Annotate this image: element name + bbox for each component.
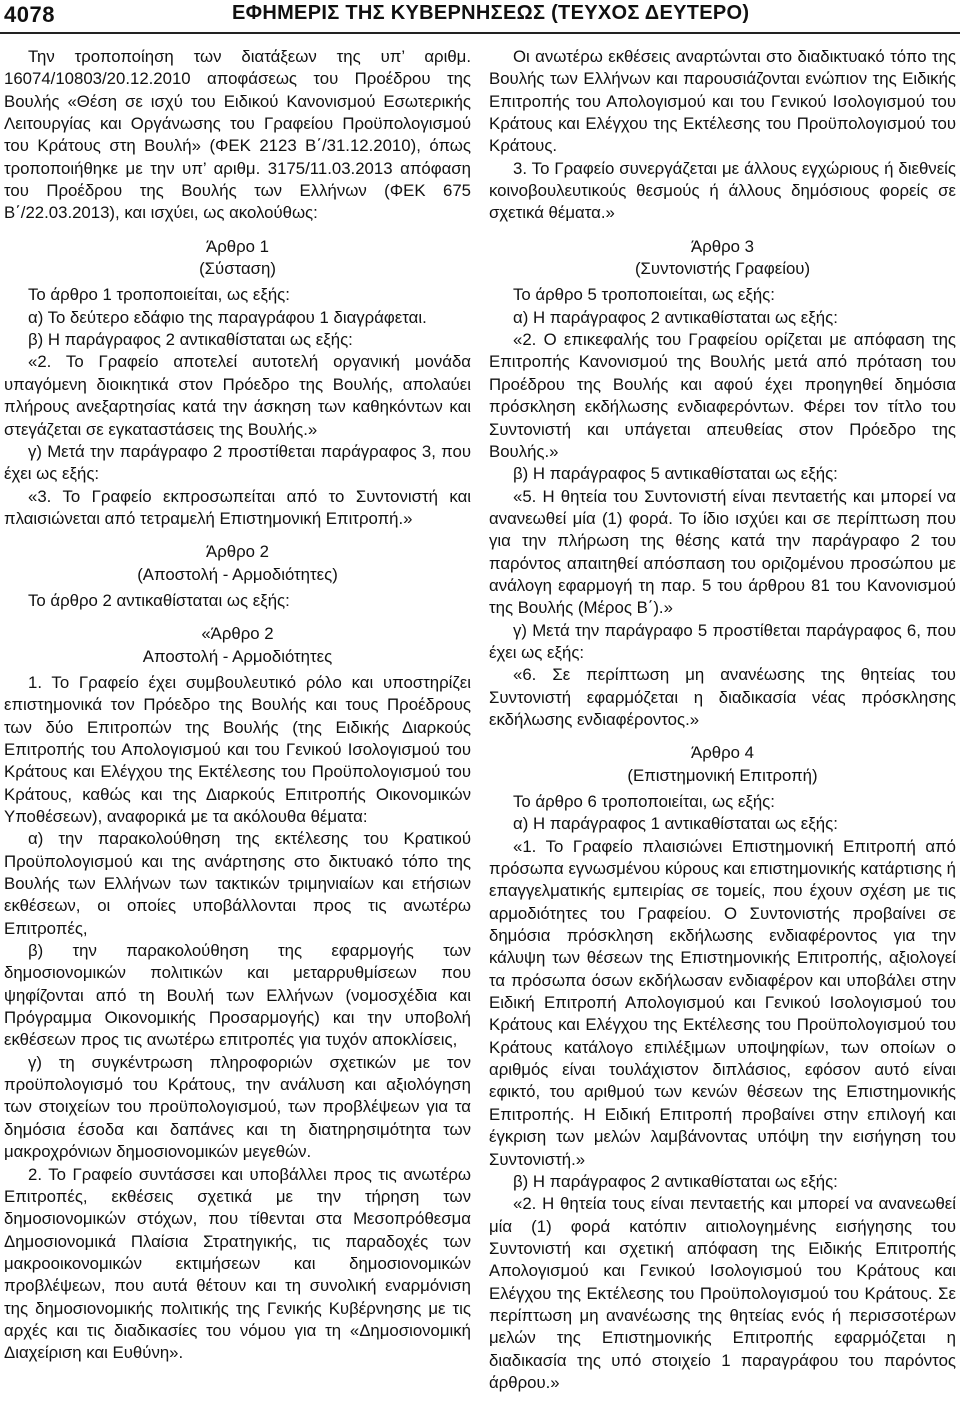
article-3-paragraph: «5. Η θητεία του Συντονιστή είναι πενταετής και μπορεί να ανανεωθεί μία (1) φορά. Το ίδιο ισχύει και σε περίπτωση που για την πλήρωση της θέσης κατά την παράγραφο 2 του παρόντος απαιτηθεί απόσπαση του οριζομένου προσώπου με ανάλογη εφαρμογή τη παρ. 5 του άρθρου 81 του Κανονισμού της Βουλής (Μέρος Β΄).»	[489, 486, 956, 618]
article-2-paragraph: Το άρθρο 2 αντικαθίσταται ως εξής:	[28, 590, 290, 610]
left-column	[4, 46, 471, 1365]
article-3-subtitle: (Συντονιστής Γραφείου)	[634, 259, 811, 279]
article-4-paragraph: Το άρθρο 6 τροποποιείται, ως εξής:	[513, 792, 775, 811]
article-3-paragraph: «2. Ο επικεφαλής του Γραφείου ορίζεται με απόφαση της Επιτροπής Κανονισμού της Βουλής μετά από πρόταση του Προέδρου της Βουλής και αφού έχει προηγηθεί δημόσια πρόσκληση εκδήλωσης ενδιαφερόντων. Φέρει τον τίτλο του Συντονιστή και υπάγεται απευθείας στον Πρόεδρο της Βουλής.»	[489, 330, 956, 461]
article-1-paragraph: α) Το δεύτερο εδάφιο της παραγράφου 1 διαγράφεται.	[28, 307, 427, 327]
article-1-paragraph: «3. Το Γραφείο εκπροσωπείται από το Συντονιστή και πλαισιώνεται από τετραμελή Επιστημονική Επιτροπή.»	[4, 486, 471, 528]
article-4-subtitle: (Επιστημονική Επιτροπή)	[627, 765, 818, 785]
article-2-quoted-title: «Άρθρο 2	[201, 624, 274, 644]
article-1-paragraph: «2. Το Γραφείο αποτελεί αυτοτελή οργανική μονάδα υπαγόμενη διοικητικά στον Πρόεδρο της Βουλής, απολαύει πλήρους ανεξαρτησίας κατά την άσκηση των καθηκόντων και στεγάζεται σε εγκαταστάσεις της Βουλής.»	[4, 352, 471, 439]
article-4-paragraph: «1. Το Γραφείο πλαισιώνει Επιστημονική Επιτροπή από πρόσωπα εγνωσμένου κύρους και επιστημονικής κατάρτισης ή επαγγελματικής εμπειρίας σε τομείς, που έχουν σχέση με τις αρμοδιότητες του Γραφείου. Ο Συντονιστής προβαίνει σε δημόσια πρόσκληση εκδήλωσης ενδιαφέροντος για την κάλυψη των θέσεων της Επιστημονικής Επιτροπής, αξιολογεί τα πρόσωπα όσων εκδήλωσαν ενδιαφέρον και υποβάλει στην Ειδική Επιτροπή Απολογισμού και Γενικού Ισολογισμού του Κράτους και Ελέγχου της Εκτέλεσης του Προϋπολογισμού του Κράτους κατάλογο επιλέξιμων υποψηφίων, των οποίων ο αριθμός είναι τουλάχιστον διπλάσιος, εφόσον αυτό είναι εφικτό, του αριθμού των κενών θέσεων της Επιστημονικής Επιτροπής. Η Ειδική Επιτροπή προβαίνει στην επιλογή και έγκριση των μελών λαμβάνοντας υπόψη την εισήγηση του Συντονιστή.»	[489, 836, 956, 1169]
article-3-paragraph: Το άρθρο 5 τροποποιείται, ως εξής:	[513, 285, 775, 305]
article-2-paragraph: γ) τη συγκέντρωση πληροφοριών σχετικών με τον προϋπολογισμό του Κράτους, την ανάλυση και αξιολόγηση των στοιχείων του προϋπολογισμού, των προβλέψεων για τα δημόσια έσοδα και δαπάνες και τη διατηρησιμότητα των μακροχρόνιων δημοσιονομικών μεγεθών.	[4, 1052, 471, 1162]
article-3-paragraph: γ) Μετά την παράγραφο 5 προστίθεται παράγραφος 6, που έχει ως εξής:	[489, 620, 956, 662]
article-2-paragraph: α) την παρακολούθηση της εκτέλεσης του Κρατικού Προϋπολογισμού και της ανάρτησης στο δικτυακό τόπο της Βουλής των Ελλήνων των τακτικών τριμηνιαίων και ετήσιων εκθέσεων, οι οποίες υποβάλλονται προς τις ανωτέρω Επιτροπές,	[4, 829, 471, 938]
article-2-title: Άρθρο 2	[206, 542, 269, 562]
page-header	[0, 0, 960, 40]
article-3-paragraph: β) Η παράγραφος 5 αντικαθίσταται ως εξής:	[513, 464, 838, 484]
article-4-paragraph: «2. Η θητεία τους είναι πενταετής και μπορεί να ανανεωθεί μία (1) φορά κατόπιν αιτιολογημένης εισήγησης του Συντονιστή και σχετική απόφαση της Ειδικής Επιτροπής Απολογισμού και Γενικού Ισολογισμού του Κράτους και Ελέγχου της Εκτέλεσης του Προϋπολογισμού του Κράτους. Σε περίπτωση μη ανανέωσης της θητείας ενός ή περισσοτέρων μελών της Επιστημονικής Επιτροπής εφαρμόζεται η διαδικασία της υπό στοιχείο 1 παραγράφου του παρόντος άρθρου.»	[489, 1194, 956, 1392]
article-1-paragraph: γ) Μετά την παράγραφο 2 προστίθεται παράγραφος 3, που έχει ως εξής:	[4, 441, 471, 484]
article-2-quoted-subtitle: Αποστολή - Αρμοδιότητες	[142, 646, 333, 666]
page-number: 4078	[4, 2, 55, 27]
gazette-title: ΕΦΗΜΕΡΙΣ ΤΗΣ ΚΥΒΕΡΝΗΣΕΩΣ (ΤΕΥΧΟΣ ΔΕΥΤΕΡΟ)	[232, 2, 750, 24]
article-1-paragraph: β) Η παράγραφος 2 αντικαθίσταται ως εξής:	[28, 330, 353, 350]
continuation-paragraph: 3. Το Γραφείο συνεργάζεται με άλλους εγχώριους ή διεθνείς κοινοβουλευτικούς θεσμούς ή άλλους δημόσιους φορείς σε σχετικά θέματα.»	[489, 158, 956, 223]
article-2-paragraph: 2. Το Γραφείο συντάσσει και υποβάλλει προς τις ανωτέρω Επιτροπές, εκθέσεις σχετικά με την τήρηση των δημοσιονομικών στόχων, που τίθενται στα Μεσοπρόθεσμα Δημοσιονομικά Πλαίσια Στρατηγικής, τις παραδοχές των μακροοικονομικών εκτιμήσεων και δημοσιονομικών προβλέψεων, που αυτά θέτουν και τη συνολική εναρμόνιση της δημοσιονομικής πολιτικής της Γενικής Κυβέρνησης με τις αρχές και τις διαδικασίες του νόμου για τη «Δημοσιονομική Διαχείριση και Ευθύνη».	[4, 1164, 471, 1363]
article-2-paragraph: β) την παρακολούθηση της εφαρμογής των δημοσιονομικών πολιτικών και μεταρρυθμίσεων που ψηφίζονται από τη Βουλή των Ελλήνων (νομοσχέδια και Πρόγραμμα Οικονομικής Προσαρμογής) και την υποβολή εκθέσεων προς τις ανωτέρω επιτροπές για τυχόν αποκλίσεις,	[4, 941, 471, 1050]
article-1-paragraph: Το άρθρο 1 τροποποιείται, ως εξής:	[28, 285, 290, 305]
article-3-title: Άρθρο 3	[691, 236, 754, 256]
article-1-title: Άρθρο 1	[206, 236, 269, 256]
article-4-paragraph: β) Η παράγραφος 2 αντικαθίσταται ως εξής:	[513, 1171, 838, 1191]
article-2-paragraph: 1. Το Γραφείο έχει συμβουλευτικό ρόλο και υποστηρίζει επιστημονικά τον Πρόεδρο της Βουλής και τους Προέδρους των δύο Επιτροπών της Βουλής (της Ειδικής Διαρκούς Επιτροπής του Απολογισμού και του Γενικού Ισολογισμού του Κράτους και Ελέγχου της Εκτέλεσης του Προϋπολογισμού του Κράτους, καθώς και της Διαρκούς Επιτροπής Οικονομικών Υποθέσεων), αναφορικά με τα ακόλουθα θέματα:	[4, 672, 471, 826]
intro-paragraph: Την τροποποίηση των διατάξεων της υπ’ αριθμ. 16074/10803/20.12.2010 αποφάσεως του Προέδρου της Βουλής «Θέση σε ισχύ του Ειδικού Κανονισμού Εσωτερικής Λειτουργίας και Οργάνωσης του Γραφείου Προϋπολογισμού του Κράτους στη Βουλή» (ΦΕΚ 2123 Β΄/31.12.2010), όπως τροποποιήθηκε με την υπ’ αριθμ. 3175/11.03.2013 απόφαση του Προέδρου της Βουλής των Ελλήνων (ΦΕΚ 675 Β΄/22.03.2013), και ισχύει, ως ακολούθως:	[4, 47, 471, 223]
article-2-subtitle: (Αποστολή - Αρμοδιότητες)	[137, 564, 338, 584]
article-3-paragraph: «6. Σε περίπτωση μη ανανέωσης της θητείας του Συντονιστή εφαρμόζεται η διαδικασία νέας πρόσκλησης εκδήλωσης ενδιαφέροντος.»	[489, 665, 956, 729]
right-column	[489, 46, 956, 1394]
article-1-subtitle: (Σύσταση)	[199, 259, 276, 279]
article-4-title: Άρθρο 4	[691, 743, 754, 763]
header-rule	[0, 32, 960, 34]
article-3-paragraph: α) Η παράγραφος 2 αντικαθίσταται ως εξής:	[513, 307, 838, 327]
article-4-paragraph: α) Η παράγραφος 1 αντικαθίσταται ως εξής:	[513, 814, 838, 834]
continuation-paragraph: Οι ανωτέρω εκθέσεις αναρτώνται στο διαδικτυακό τόπο της Βουλής των Ελλήνων και παρουσιάζονται ενώπιον της Ειδικής Επιτροπής του Απολογισμού και του Γενικού Ισολογισμού του Κράτους και Ελέγχου της Εκτέλεσης του Προϋπολογισμού του Κράτους.	[489, 47, 956, 156]
